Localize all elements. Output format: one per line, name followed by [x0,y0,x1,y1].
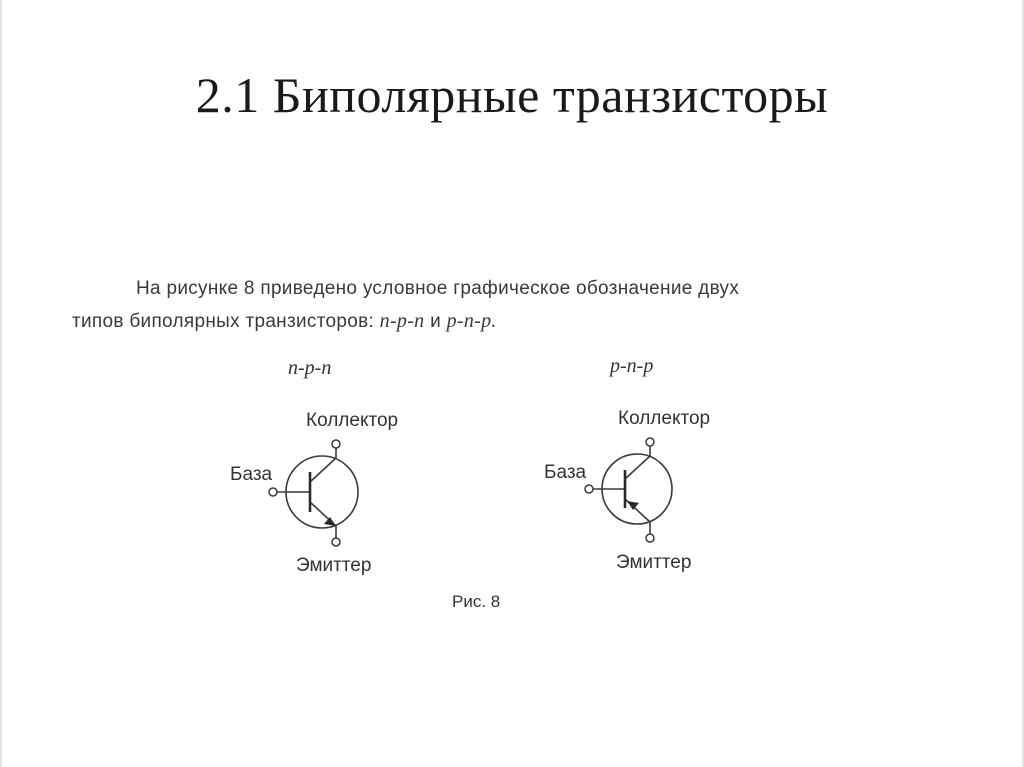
description-npn: n-p-n [379,310,425,332]
npn-collector-terminal [332,440,340,448]
npn-emitter-arrow [324,517,336,526]
pnp-transistor [544,355,710,573]
description-line-1: На рисунке 8 приведено условное графическое обозначение двух [136,278,740,299]
pnp-collector-label: Коллектор [618,408,711,429]
description-pnp: p-n-p. [446,310,497,332]
pnp-emitter-terminal [646,534,654,542]
npn-emitter-label: Эмиттер [296,555,372,576]
pnp-emitter-arrow [627,501,639,510]
description-and: и [430,311,441,332]
transistor-diagram [60,262,900,622]
pnp-base-label: База [544,462,587,483]
scanned-figure [60,262,900,622]
npn-emitter-terminal [332,538,340,546]
npn-type-label: n-p-n [288,357,332,379]
slide-title: 2.1 Биполярные транзисторы [195,67,829,123]
pnp-type-label: p-n-p [610,355,654,377]
npn-transistor [230,357,398,576]
figure-caption: Рис. 8 [452,592,501,611]
pnp-base-terminal [585,485,593,493]
npn-collector-lead [310,458,336,482]
npn-collector-label: Коллектор [306,410,399,431]
npn-base-terminal [269,488,277,496]
description-line-2-text: типов биполярных транзисторов: [72,311,375,332]
pnp-collector-terminal [646,438,654,446]
pnp-emitter-label: Эмиттер [616,552,692,573]
npn-base-label: База [230,464,273,485]
pnp-collector-lead [625,456,650,479]
